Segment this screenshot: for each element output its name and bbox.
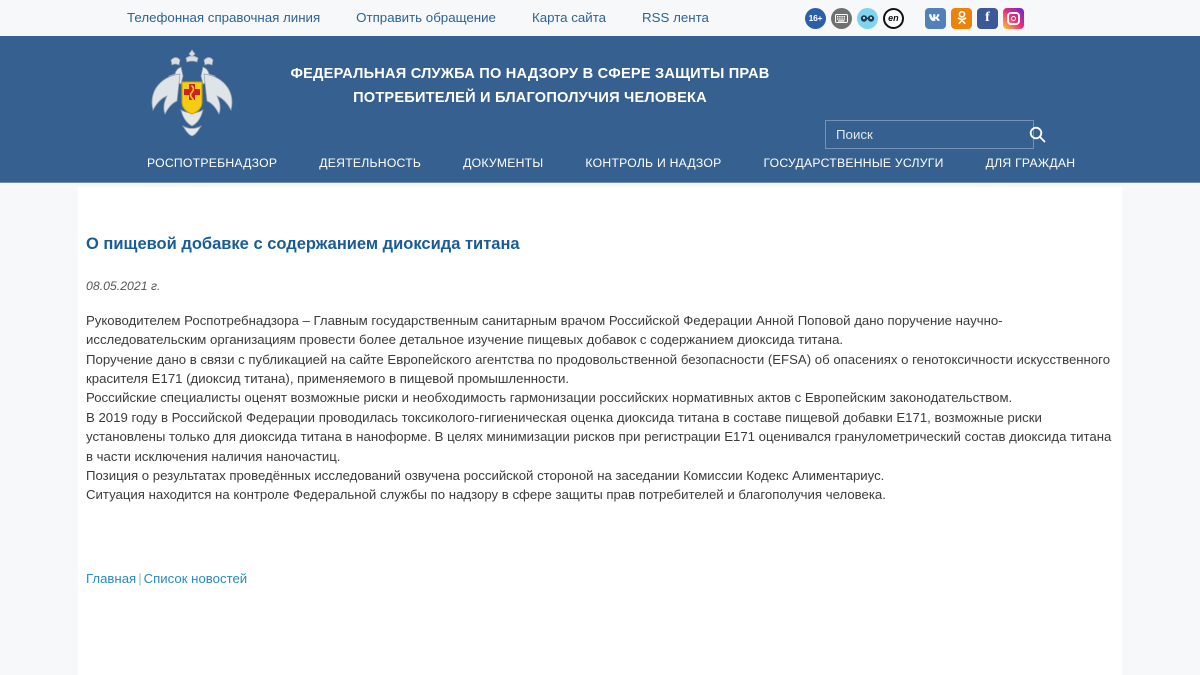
search-button[interactable] bbox=[1023, 121, 1052, 148]
facebook-icon[interactable]: f bbox=[977, 8, 998, 29]
instagram-lens bbox=[1011, 16, 1016, 21]
article-body bbox=[86, 311, 1114, 505]
header-inner bbox=[0, 36, 1200, 144]
top-utility-bar bbox=[0, 0, 1200, 36]
double-headed-eagle-emblem[interactable] bbox=[147, 46, 237, 141]
site-header bbox=[0, 36, 1200, 183]
instagram-icon[interactable] bbox=[1003, 8, 1024, 29]
search-icon bbox=[1029, 126, 1046, 143]
social-links-group bbox=[925, 8, 1024, 29]
breadcrumb bbox=[86, 571, 247, 586]
nav-item-for-citizens[interactable]: ДЛЯ ГРАЖДАН bbox=[985, 155, 1076, 170]
page-title: О пищевой добавке с содержанием диоксида титана bbox=[86, 235, 520, 253]
organization-title-line2: ПОТРЕБИТЕЛЕЙ И БЛАГОПОЛУЧИЯ ЧЕЛОВЕКА bbox=[353, 89, 707, 106]
instagram-frame bbox=[1007, 12, 1020, 25]
age-rating-16-plus-icon[interactable]: 16+ bbox=[805, 8, 826, 29]
nav-item-control-supervision[interactable]: КОНТРОЛЬ И НАДЗОР bbox=[585, 155, 722, 170]
search-box[interactable] bbox=[825, 120, 1034, 149]
nav-item-activity[interactable]: ДЕЯТЕЛЬНОСТЬ bbox=[319, 155, 422, 170]
organization-title bbox=[262, 63, 798, 110]
top-tools-group bbox=[805, 8, 904, 29]
news-article bbox=[78, 235, 1122, 505]
article-paragraph: Поручение дано в связи с публикацией на сайте Европейского агентства по продовольственной безопасности (EFSA) об опасениях о генотоксичности искусственного красителя Е171 (диоксид титана), применяемого в пищевой промышленности. bbox=[86, 351, 1111, 387]
top-links-group bbox=[127, 11, 727, 24]
content-wrapper bbox=[0, 183, 1200, 675]
article-paragraph: В 2019 году в Российской Федерации проводилась токсиколого-гигиеническая оценка диоксида титана в составе пищевой добавки Е171, возможные риски установлены только для диоксида титана в наноформе. В целях минимизации рисков при регистрации Е171 оценивался гранулометрический состав диоксида титана в части исключения наличия наночастиц. bbox=[86, 409, 1112, 464]
article-paragraph: Российские специалисты оценят возможные риски и необходимость гармонизации российских нормативных актов с Европейским законодательством. bbox=[86, 390, 1013, 406]
footer-link-home[interactable]: Главная bbox=[86, 571, 137, 586]
nav-item-rospotrebnadzor[interactable]: РОСПОТРЕБНАДЗОР bbox=[147, 155, 278, 170]
content-panel bbox=[78, 187, 1122, 675]
article-paragraph: Позиция о результатах проведённых исследований озвучена российской стороной на заседании Комиссии Кодекс Алиментариус. bbox=[86, 468, 885, 484]
language-en-icon[interactable]: en bbox=[883, 8, 904, 29]
publication-date: 08.05.2021 г. bbox=[86, 278, 161, 293]
nav-item-documents[interactable]: ДОКУМЕНТЫ bbox=[463, 155, 544, 170]
top-link-sitemap[interactable]: Карта сайта bbox=[531, 10, 607, 26]
nav-item-state-services[interactable]: ГОСУДАРСТВЕННЫЕ УСЛУГИ bbox=[763, 155, 944, 170]
top-link-rss-feed[interactable]: RSS лента bbox=[642, 10, 709, 26]
keyboard-icon[interactable] bbox=[831, 8, 852, 29]
top-link-send-appeal[interactable]: Отправить обращение bbox=[356, 10, 496, 26]
footer-link-news-list[interactable]: Список новостей bbox=[143, 571, 248, 586]
vk-icon[interactable] bbox=[925, 8, 946, 29]
odnoklassniki-icon[interactable] bbox=[951, 8, 972, 29]
main-navigation bbox=[0, 144, 1200, 183]
accessibility-glasses-icon[interactable] bbox=[857, 8, 878, 29]
top-link-phone-hotline[interactable]: Телефонная справочная линия bbox=[127, 10, 321, 26]
article-paragraph: Ситуация находится на контроле Федеральной службы по надзору в сфере защиты прав потребителей и благополучия человека. bbox=[86, 487, 886, 503]
search-input[interactable] bbox=[826, 127, 1023, 142]
article-paragraph: Руководителем Роспотребнадзора – Главным государственным санитарным врачом Российской Федерации Анной Поповой дано поручение научно-исследовательским организациям провести более детальное изучение пищевых добавок с содержанием диоксида титана. bbox=[86, 312, 1003, 348]
organization-title-line1: ФЕДЕРАЛЬНАЯ СЛУЖБА ПО НАДЗОРУ В СФЕРЕ ЗАЩИТЫ ПРАВ bbox=[290, 66, 770, 82]
breadcrumb-separator: | bbox=[138, 571, 142, 586]
